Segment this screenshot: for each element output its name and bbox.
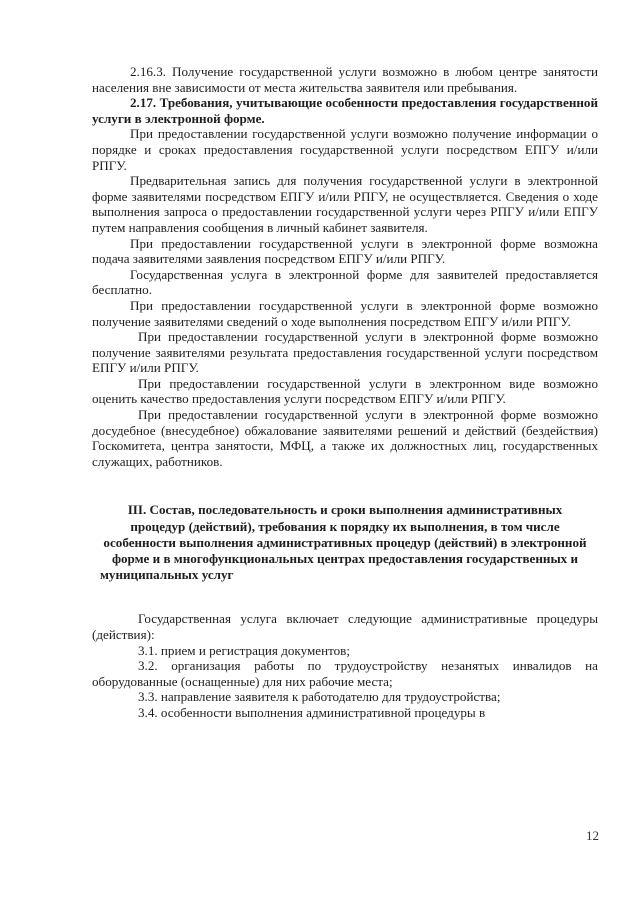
paragraph: При предоставлении государственной услуги в электронной форме возможна подача заявителями заявления посредством ЕПГУ и/или РПГУ.: [92, 235, 598, 267]
document-body: [92, 64, 598, 721]
paragraph: При предоставлении государственной услуги в электронной форме возможно получение заявителями результата предоставления государственной услуги посредством ЕПГУ и/или РПГУ.: [92, 329, 598, 376]
paragraph: Государственная услуга включает следующие административные процедуры (действия):: [92, 611, 598, 643]
paragraph: 2.17. Требования, учитывающие особенности предоставления государственной услуги в электронной форме.: [92, 95, 598, 126]
page-number: 12: [586, 828, 599, 843]
paragraph: При предоставлении государственной услуги в электронной форме возможно получение заявителями сведений о ходе выполнения посредством ЕПГУ и/или РПГУ.: [92, 297, 598, 329]
paragraph: 2.16.3. Получение государственной услуги возможно в любом центре занятости населения вне зависимости от места жительства заявителя или пребывания.: [92, 64, 598, 95]
paragraph: Предварительная запись для получения государственной услуги в электронной форме заявителями посредством ЕПГУ и/или РПГУ, не осуществляется. Сведения о ходе выполнения запроса о предоставлении государственной услуги через РПГУ и/или ЕПГУ путем направления сообщения в личный кабинет заявителя.: [92, 173, 598, 235]
paragraph: 3.2. организация работы по трудоустройству незанятых инвалидов на оборудованные (оснащенные) для них рабочие места;: [92, 658, 598, 689]
top-paragraphs: [92, 64, 598, 469]
paragraph: 3.4. особенности выполнения административной процедуры в: [138, 705, 486, 721]
paragraph: При предоставлении государственной услуги в электронном виде возможно оценить качество предоставления услуги посредством ЕПГУ и/или РПГУ.: [92, 375, 598, 407]
paragraph: 3.3. направление заявителя к работодателю для трудоустройства;: [138, 689, 501, 705]
paragraph: При предоставлении государственной услуги в электронной форме возможно досудебное (внесудебное) обжалование заявителями решений и действий (бездействия) Госкомитета, центра занятости, МФЦ, а также их должностных лиц, государственных служащих, работников.: [92, 407, 598, 469]
section-heading: III. Состав, последовательность и сроки выполнения административных процедур (действий), требования к порядку их выполнения, в том числе особенности выполнения административных процедур (действий) в электронной форме и в многофункциональных центрах предоставления государственных и муниципальных услуг: [100, 502, 587, 583]
paragraph: При предоставлении государственной услуги возможно получение информации о порядке и сроках предоставления государственной услуги посредством ЕПГУ и/или РПГУ.: [92, 126, 598, 173]
procedures-list: [92, 611, 598, 720]
paragraph: 3.1. прием и регистрация документов;: [138, 642, 351, 658]
paragraph: Государственная услуга в электронной форме для заявителей предоставляется бесплатно.: [92, 266, 598, 298]
